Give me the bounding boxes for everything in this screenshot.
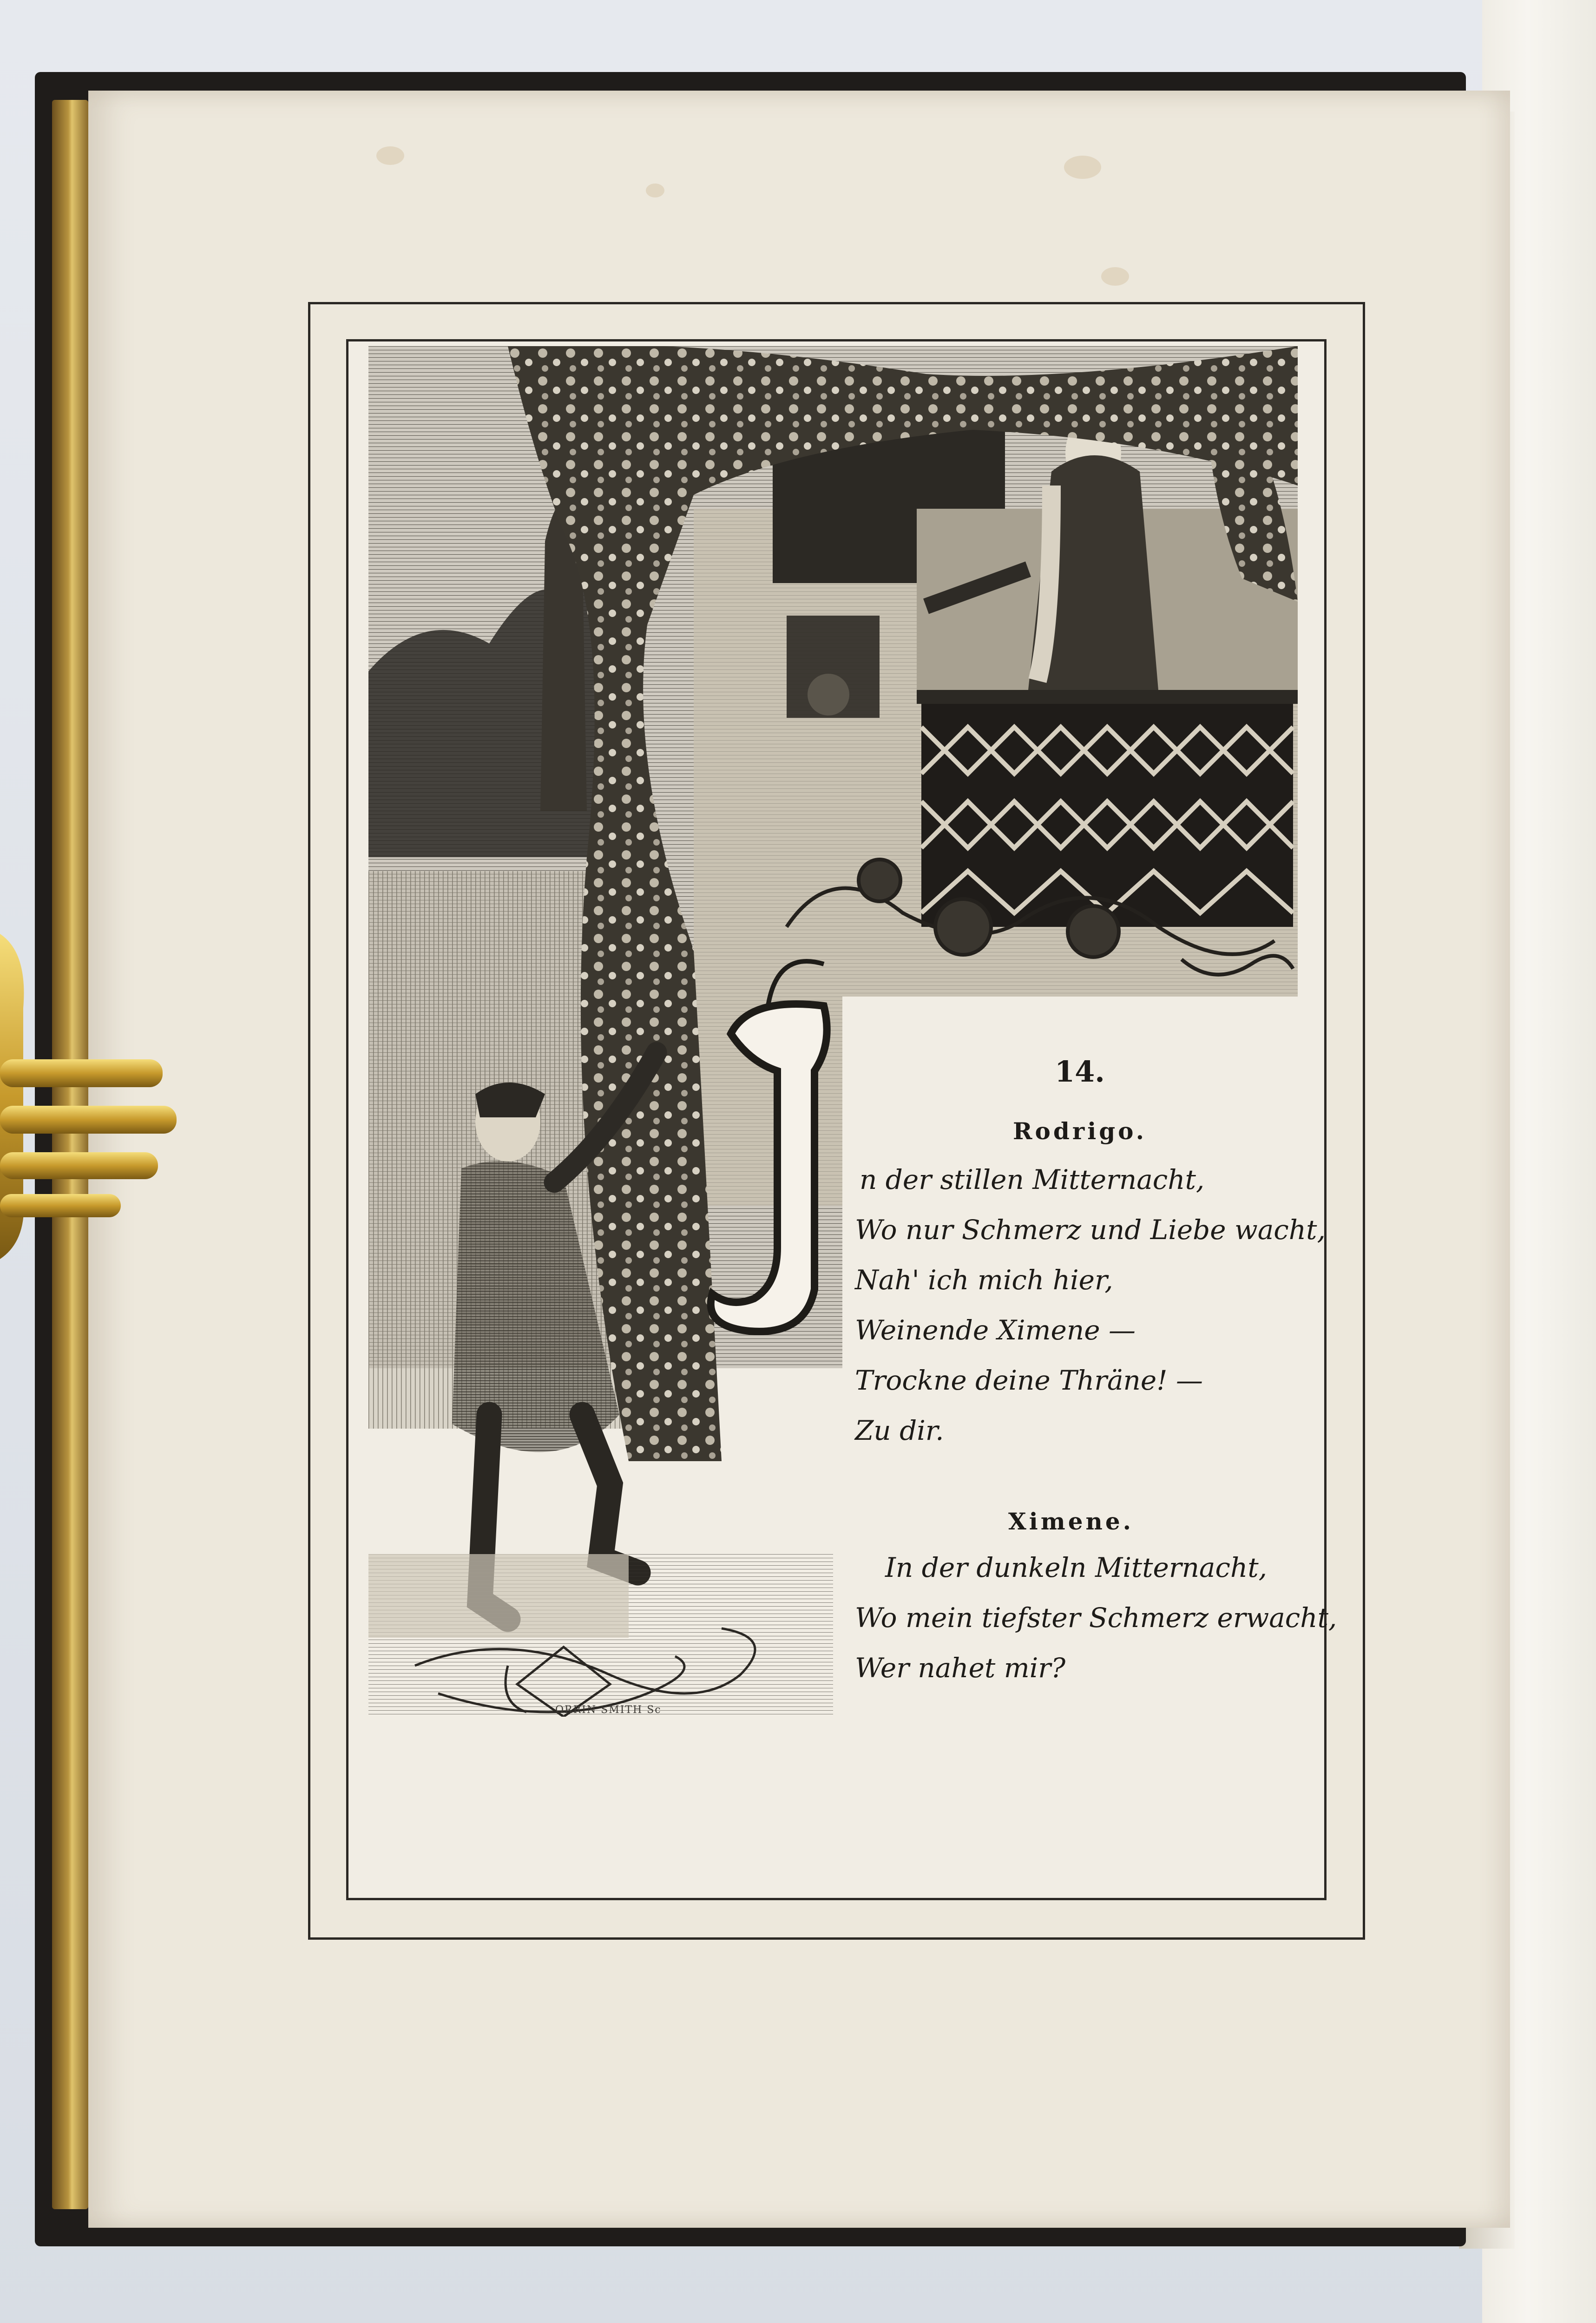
engraver-credit: ORRIN SMITH Sc — [555, 1704, 662, 1716]
foxing-spot — [1064, 156, 1101, 179]
foxing-spot — [646, 184, 664, 197]
verse-line: Trockne deine Thräne! — — [855, 1365, 1203, 1396]
verse-line: Nah' ich mich hier, — [855, 1264, 1113, 1296]
verse-line: Wo nur Schmerz und Liebe wacht, — [855, 1214, 1326, 1246]
speaker-rodrigo: Rodrigo. — [1013, 1117, 1147, 1145]
verse-line: n der stillen Mitternacht, — [860, 1164, 1205, 1195]
foxing-spot — [1101, 267, 1129, 286]
speaker-ximene: Ximene. — [1008, 1508, 1134, 1535]
verse-line: Wo mein tiefster Schmerz erwacht, — [855, 1602, 1337, 1634]
verse-line: In der dunkeln Mitternacht, — [885, 1552, 1268, 1583]
verse-line: Zu dir. — [855, 1415, 944, 1446]
foxing-spot — [376, 146, 404, 165]
verse-line: Wer nahet mir? — [855, 1652, 1066, 1684]
engraving-illustration — [368, 346, 1298, 1717]
brass-page-clip-icon — [0, 934, 177, 1259]
piece-number: 14. — [1055, 1055, 1105, 1089]
verse-line: Weinende Ximene — — [855, 1314, 1136, 1346]
